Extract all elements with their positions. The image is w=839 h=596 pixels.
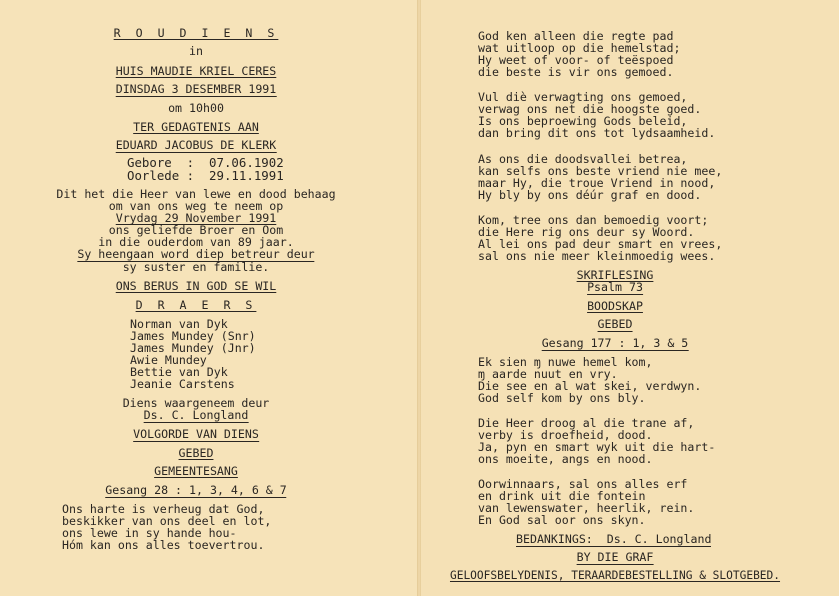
hymn-line: Hóm kan ons alles toevertrou. xyxy=(62,538,265,552)
verse-line: die Here rig ons deur sy Woord. xyxy=(478,225,695,239)
venue: HUIS MAUDIE KRIEL CERES xyxy=(115,64,277,78)
verse-line: Hy weet of voor- of teëspoed xyxy=(478,53,674,67)
notice-line: ons geliefde Broer en Oom xyxy=(108,223,284,237)
born-date: Gebore : 07.06.1902 xyxy=(127,155,284,170)
bearer-name: Bettie van Dyk xyxy=(130,365,228,379)
verse-line: Ja, pyn en smart wyk uit die hart- xyxy=(478,440,716,454)
service-title: R O U D I E N S xyxy=(113,26,279,40)
prayer-right: GEBED xyxy=(597,317,633,331)
verse-line: ons moeite, angs en nood. xyxy=(478,452,653,466)
verse-line: As ons die doodsvallei betrea, xyxy=(478,152,688,166)
bearer-name: Norman van Dyk xyxy=(130,317,228,331)
rest-in-god: ONS BERUS IN GOD SE WIL xyxy=(115,279,277,293)
verse-line: maar Hy, die troue Vriend in nood, xyxy=(478,176,716,190)
minister: Ds. C. Longland xyxy=(143,408,249,422)
at-the-grave: BY DIE GRAF xyxy=(576,550,654,564)
verse-line: Kom, tree ons dan bemoedig voort; xyxy=(478,213,709,227)
deceased-name: EDUARD JACOBUS DE KLERK xyxy=(115,138,277,152)
notice-line: Dit het die Heer van lewe en dood behaag xyxy=(56,187,336,201)
page-fold xyxy=(417,0,421,596)
congregational-singing: GEMEENTESANG xyxy=(154,464,238,478)
thanks-line: BEDANKINGS: Ds. C. Longland xyxy=(516,532,712,546)
verse-line: Al lei ons pad deur smart en vrees, xyxy=(478,237,723,251)
service-by: Diens waargeneem deur xyxy=(122,396,270,410)
verse-line: God self kom by ons bly. xyxy=(478,391,646,405)
hymn-line: beskikker van ons deel en lot, xyxy=(62,514,272,528)
verse-line: verwag ons net die hoogste goed. xyxy=(478,102,702,116)
verse-line: kan selfs ons beste vriend nie mee, xyxy=(478,164,723,178)
memorial-heading: TER GEDAGTENIS AAN xyxy=(133,120,259,134)
hymn-line: ons lewe in sy hande hou- xyxy=(62,526,237,540)
notice-line: om van ons weg te neem op xyxy=(108,199,284,213)
service-date: DINSDAG 3 DESEMBER 1991 xyxy=(115,82,277,96)
order-of-service: VOLGORDE VAN DIENS xyxy=(133,427,259,441)
bearer-name: Awie Mundey xyxy=(130,353,207,367)
verse-line: Is ons beproewing Gods beleid, xyxy=(478,114,688,128)
verse-line: Hy bly by ons déúr graf en dood. xyxy=(478,188,702,202)
hymn-28: Gesang 28 : 1, 3, 4, 6 & 7 xyxy=(105,483,287,497)
prayer-left: GEBED xyxy=(178,446,214,460)
verse-line: verby is droefheid, dood. xyxy=(478,428,653,442)
verse-line: God ken alleen die regte pad xyxy=(478,29,674,43)
bearer-name: Jeanie Carstens xyxy=(130,377,235,391)
verse-line: en drink uit die fontein xyxy=(478,489,646,503)
notice-line: Sy heengaan word diep betreur deur xyxy=(77,247,315,261)
notice-line: Vrydag 29 November 1991 xyxy=(115,211,277,225)
verse-line: Die see en al wat skei, verdwyn. xyxy=(478,379,702,393)
notice-line: in die ouderdom van 89 jaar. xyxy=(98,235,294,249)
verse-line: Vul diè verwagting ons gemoed, xyxy=(478,90,688,104)
hymn-line: Ons harte is verheug dat God, xyxy=(62,502,265,516)
in-label: in xyxy=(189,44,203,58)
verse-line: sal ons nie meer kleinmoedig wees. xyxy=(478,249,716,263)
verse-line: wat uitloop op die hemelstad; xyxy=(478,41,681,55)
scripture-reading: SKRIFLESING xyxy=(576,268,654,282)
final-committal: GELOOFSBELYDENIS, TERAARDEBESTELLING & SLOTGEBED. xyxy=(449,569,781,582)
verse-line: Ek sien ɱ nuwe hemel kom, xyxy=(478,355,653,369)
message: BOODSKAP xyxy=(587,299,643,313)
hymn-177: Gesang 177 : 1, 3 & 5 xyxy=(541,336,689,350)
psalm-73: Psalm 73 xyxy=(587,280,643,294)
bearer-name: James Mundey (Snr) xyxy=(130,329,256,343)
verse-line: die beste is vir ons gemoed. xyxy=(478,65,674,79)
verse-line: Die Heer droog al die trane af, xyxy=(478,416,695,430)
bearers-heading: D R A E R S xyxy=(135,298,257,312)
died-date: Oorlede : 29.11.1991 xyxy=(127,168,284,183)
verse-line: En God sal oor ons skyn. xyxy=(478,513,646,527)
verse-line: ɱ aarde nuut en vry. xyxy=(478,367,618,381)
service-time: om 10h00 xyxy=(168,101,224,115)
notice-line: sy suster en familie. xyxy=(122,260,270,274)
verse-line: Oorwinnaars, sal ons alles erf xyxy=(478,477,688,491)
verse-line: van lewenswater, heerlik, rein. xyxy=(478,501,695,515)
bearer-name: James Mundey (Jnr) xyxy=(130,341,256,355)
verse-line: dan bring dit ons tot lydsaamheid. xyxy=(478,126,716,140)
